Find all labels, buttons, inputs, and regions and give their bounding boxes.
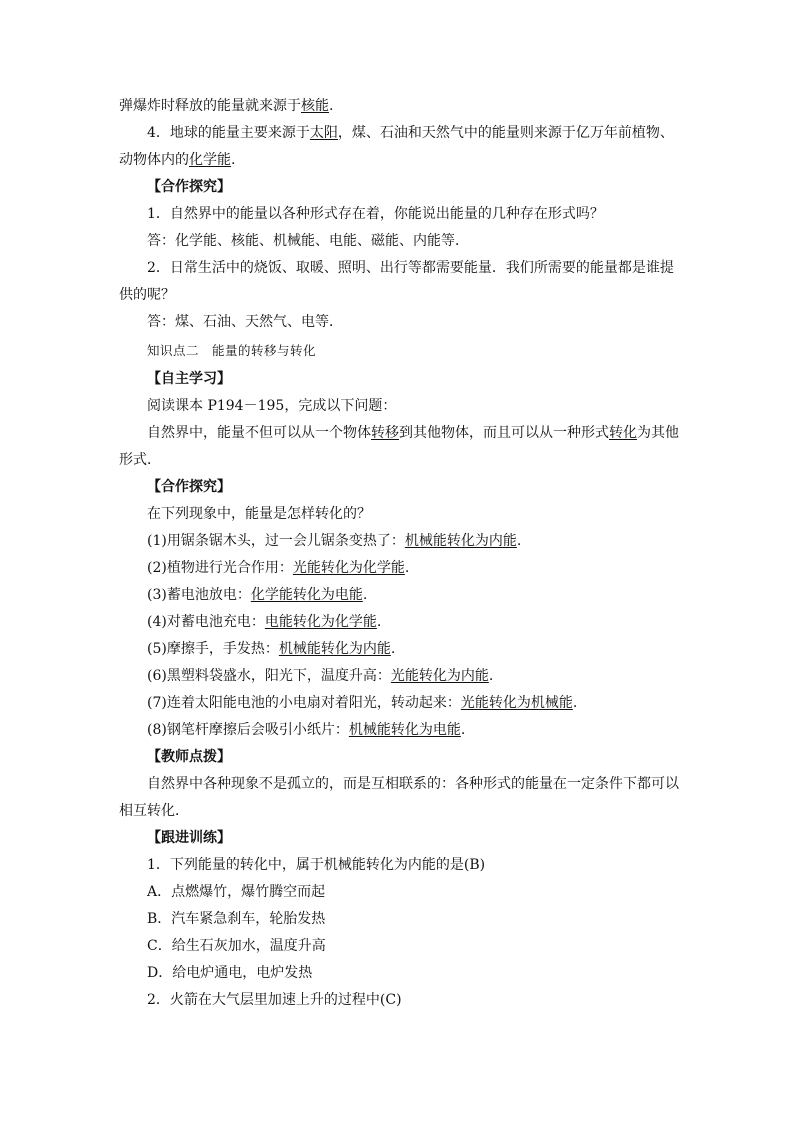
text: 为其他	[637, 425, 679, 441]
text: 到其他物体，而且可以从一种形式	[399, 425, 609, 441]
option-b: B．汽车紧急刹车，轮胎发热	[147, 911, 326, 927]
question: 在下列现象中，能量是怎样转化的？	[147, 506, 371, 522]
answer-blank: 光能转化为化学能	[292, 560, 405, 576]
answer-blank: 机械能转化为内能	[404, 533, 517, 549]
text: .	[390, 641, 396, 657]
knowledge-point-heading: 知识点二 能量的转移与转化	[147, 343, 317, 358]
option-a: A．点燃爆竹，爆竹腾空而起	[147, 884, 326, 900]
item-text: (6)黑塑料袋盛水，阳光下，温度升高：	[147, 668, 391, 684]
paragraph-line	[119, 120, 679, 147]
answer-blank: 机械能转化为内能	[278, 641, 391, 657]
paragraph-line	[119, 93, 679, 120]
section-heading: 【自主学习】	[147, 371, 231, 387]
answer-blank: 化学能	[189, 152, 231, 168]
text: .	[572, 695, 578, 711]
text: .	[362, 587, 368, 603]
item-text: (1)用锯条锯木头，过一会儿锯条变热了：	[147, 533, 405, 549]
option-c: C．给生石灰加水，温度升高	[147, 938, 326, 954]
paragraph-line	[119, 420, 679, 447]
question: 1．自然界中的能量以各种形式存在着，你能说出能量的几种存在形式吗？	[147, 206, 604, 222]
item-text: (3)蓄电池放电：	[147, 587, 251, 603]
option-d: D．给电炉通电，电炉发热	[147, 965, 313, 981]
document-body	[119, 93, 679, 1014]
answer: 答：化学能、核能、机械能、电能、磁能、内能等．	[147, 233, 469, 249]
answer-blank: 光能转化为内能	[390, 668, 489, 684]
text: .	[376, 614, 382, 630]
answer-blank: 转化	[609, 425, 637, 441]
question: 2．日常生活中的烧饭、取暖、照明、出行等都需要能量．我们所需要的能量都是谁提	[147, 260, 674, 276]
section-heading: 【合作探究】	[147, 479, 231, 495]
text: .	[404, 560, 410, 576]
list-item	[119, 555, 679, 582]
item-text: (8)钢笔杆摩擦后会吸引小纸片：	[147, 722, 349, 738]
instruction: 阅读课本 P194－195，完成以下问题：	[147, 398, 397, 414]
list-item	[119, 636, 679, 663]
item-text: (4)对蓄电池充电：	[147, 614, 265, 630]
item-text: (7)连着太阳能电池的小电扇对着阳光，转动起来：	[147, 695, 461, 711]
exercise-question: 1．下列能量的转化中，属于机械能转化为内能的是(B)	[147, 857, 486, 873]
text: 动物体内的	[119, 152, 189, 168]
question-continuation: 供的呢？	[119, 287, 175, 303]
section-heading: 【教师点拨】	[147, 749, 231, 765]
answer-blank: 太阳	[309, 125, 338, 141]
answer-blank: 核能	[301, 98, 329, 114]
item-text: (5)摩擦手，手发热：	[147, 641, 279, 657]
exercise-question: 2．火箭在大气层里加速上升的过程中(C)	[147, 992, 402, 1008]
answer-blank: 光能转化为机械能	[460, 695, 573, 711]
text: .	[488, 668, 494, 684]
paragraph-line: 形式．	[119, 452, 161, 468]
list-item	[119, 528, 679, 555]
text: 弹爆炸时释放的能量就来源于	[119, 98, 301, 114]
paragraph-line	[119, 147, 679, 174]
answer-blank: 机械能转化为电能	[348, 722, 461, 738]
answer-blank: 转移	[371, 425, 399, 441]
answer-blank: 化学能转化为电能	[250, 587, 363, 603]
section-heading: 【合作探究】	[147, 179, 231, 195]
text: .	[231, 152, 236, 168]
list-item	[119, 717, 679, 744]
answer: 答：煤、石油、天然气、电等．	[147, 314, 343, 330]
text: 4．地球的能量主要来源于	[147, 125, 310, 141]
text: ，煤、石油和天然气中的能量则来源于亿万年前植物、	[337, 125, 674, 141]
list-item	[119, 582, 679, 609]
text: .	[329, 98, 334, 114]
text: .	[460, 722, 466, 738]
list-item	[119, 663, 679, 690]
text: .	[516, 533, 522, 549]
item-text: (2)植物进行光合作用：	[147, 560, 293, 576]
list-item	[119, 609, 679, 636]
paragraph-line: 自然界中各种现象不是孤立的，而是互相联系的：各种形式的能量在一定条件下都可以	[147, 776, 679, 792]
text: 自然界中，能量不但可以从一个物体	[147, 425, 371, 441]
list-item	[119, 690, 679, 717]
paragraph-line: 相互转化．	[119, 803, 189, 819]
answer-blank: 电能转化为化学能	[264, 614, 377, 630]
section-heading: 【跟进训练】	[147, 830, 231, 846]
